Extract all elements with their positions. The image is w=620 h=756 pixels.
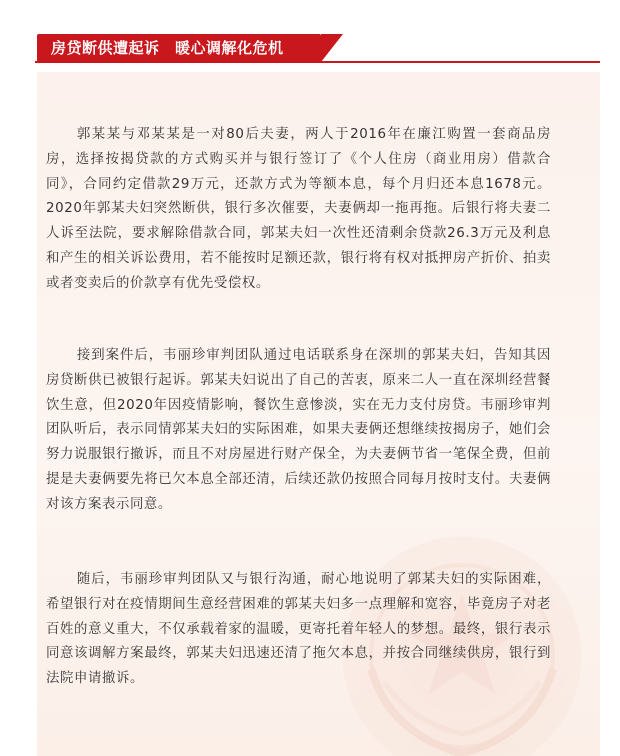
section-header — [0, 24, 620, 68]
section-title: 房贷断供遭起诉 暖心调解化危机 — [51, 39, 284, 57]
article-paragraph: 郭某某与邓某某是一对80后夫妻，两人于2016年在廉江购置一套商品房房，选择按揭贷款的方式购买并与银行签订了《个人住房（商业用房）借款合同》，合同约定借款29万元，还款方式为等额本息，每个月归还本息1678元。2020年郭某夫妇突然断供，银行多次催要，夫妻俩却一拖再拖。后银行将夫妻二人诉至法院，要求解除借款合同，郭某夫妇一次性还清剩余贷款26.3万元及利息和产生的相关诉讼费用，若不能按时足额还款，银行将有权对抵押房产折价、拍卖或者变卖后的价款享有优先受偿权。 — [46, 127, 551, 291]
article-paragraph: 接到案件后，韦丽珍审判团队通过电话联系身在深圳的郭某夫妇，告知其因房贷断供已被银行起诉。郭某夫妇说出了自己的苦衷，原来二人一直在深圳经营餐饮生意，但2020年因疫情影响，餐饮生意惨淡，实在无力支付房贷。韦丽珍审判团队听后，表示同情郭某夫妇的实际困难，如果夫妻俩还想继续按揭房子，她们会努力说服银行撤诉，而且不对房屋进行财产保全，为夫妻俩节省一笔保全费，但前提是夫妻俩要先将已欠本息全部还清，后续还款仍按照合同每月按时支付。夫妻俩对该方案表示同意。 — [46, 348, 551, 512]
article-paragraph: 随后，韦丽珍审判团队又与银行沟通，耐心地说明了郭某夫妇的实际困难，希望银行对在疫情期间生意经营困难的郭某夫妇多一点理解和宽容，毕竟房子对老百姓的意义重大，不仅承载着家的温暖，更寄托着年轻人的梦想。最终，银行表示同意该调解方案最终，郭某夫妇迅速还清了拖欠本息，并按合同继续供房，银行到法院申请撤诉。 — [46, 572, 551, 687]
header-divider — [35, 61, 600, 63]
section-title-tab — [37, 34, 321, 62]
